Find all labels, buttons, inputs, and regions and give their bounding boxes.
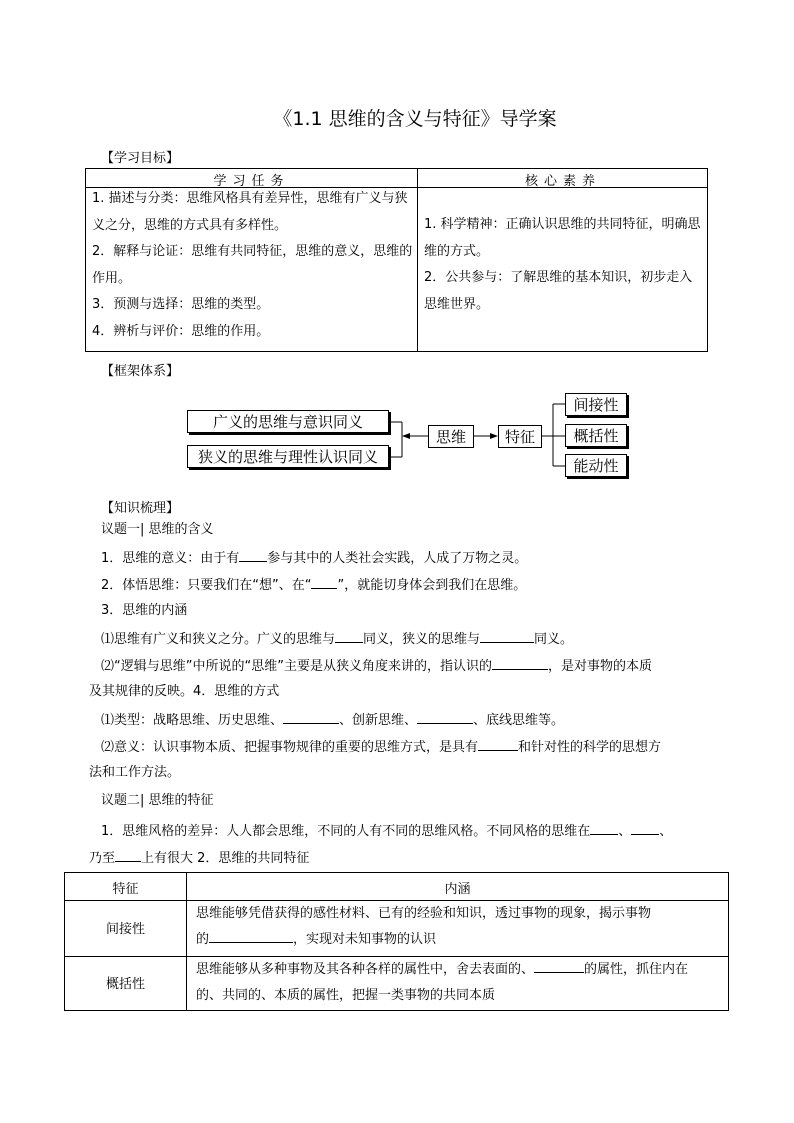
framework-feature-box: 特征 [498,425,542,448]
text: ⑵“逻辑与思维”中所说的“思维”主要是从狭义角度来讲的，指认识的 [101,659,492,674]
section-goals-heading: 【学习目标】 [101,151,180,166]
text: 、底线思维等。 [473,713,565,728]
topic1-line6: 及其规律的反映。4．思维的方式 [89,684,280,699]
text: 、 [618,824,632,839]
topic1-line5 [101,657,652,675]
framework-indirectness-box: 间接性 [565,393,627,416]
text: 乃至 [89,851,116,866]
section-knowledge-heading: 【知识梳理】 [101,501,180,516]
text: ⑵意义：认识事物本质、把握事物规律的重要的思维方式，是具有 [101,740,479,755]
framework-connectors [0,0,794,500]
fill-blank[interactable] [492,657,548,670]
goals-col1-header: 学习任务 [213,174,290,189]
framework-generality-box: 概括性 [565,424,627,447]
text: 1．思维的意义：由于有 [101,551,240,566]
feature-name: 间接性 [105,922,145,937]
text: 思维能够凭借获得的感性材料、已有的经验和知识，透过事物的现象，揭示事物 [196,906,652,921]
fill-blank[interactable] [335,630,363,643]
topic1-heading: 议题一| 思维的含义 [101,522,214,537]
fill-blank[interactable] [478,738,518,751]
text: 的 [196,932,210,947]
fill-blank[interactable] [417,711,473,724]
fill-blank[interactable] [631,822,659,835]
framework-broad-thinking-box: 广义的思维与意识同义 [187,410,389,433]
text: 同义，狭义的思维与 [363,632,481,647]
text: ⑴思维有广义和狭义之分。广义的思维与 [101,632,336,647]
text: 参与其中的人类社会实践，人成了万物之灵。 [267,551,528,566]
fill-blank[interactable] [115,849,141,862]
text: ”，就能切身体会到我们在思维。 [337,578,527,593]
framework-narrow-thinking-box: 狭义的思维与理性认识同义 [187,445,389,468]
topic1-line4 [101,630,573,648]
topic2-heading: 议题二| 思维的特征 [101,793,214,808]
topic2-line2 [89,849,309,867]
fill-blank[interactable] [239,549,267,562]
text: 2．体悟思维：只要我们在“想”、在“ [101,578,312,593]
topic1-line1 [101,549,527,567]
text: 1．思维风格的差异：人人都会思维，不同的人有不同的思维风格。不同风格的思维在 [101,824,591,839]
text: 的、共同的、本质的属性，把握一类事物的共同本质 [196,988,496,1003]
feature-table [64,872,729,1011]
text: 、创新思维、 [339,713,418,728]
learning-tasks: 1. 描述与分类：思维风格具有差异性，思维有广义与狭义之分，思维的方式具有多样性。 2．解释与论证：思维有共同特征，思维的意义，思维的作用。 3．预测与选择：思维的类型。 4．辨析与评价：思维的作用。 [92,191,413,339]
text: 同义。 [534,632,574,647]
text: 的属性，抓住内在 [584,962,689,977]
fill-blank[interactable] [283,711,339,724]
fill-blank[interactable] [480,630,534,643]
text: ⑴类型：战略思维、历史思维、 [101,713,284,728]
topic2-line1 [101,822,672,840]
text: 、 [659,824,673,839]
feature-col-header: 特征 [112,882,139,897]
page-title: 《1.1 思维的含义与特征》导学案 [273,108,557,130]
text: 上有很大 2．思维的共同特征 [141,851,310,866]
goals-col2-header: 核心素养 [524,174,601,189]
topic1-line2 [101,576,526,594]
topic1-line8 [101,738,661,756]
fill-blank[interactable] [209,930,293,943]
feature-meaning [196,901,726,953]
meaning-col-header: 内涵 [444,882,471,897]
section-framework-heading: 【框架体系】 [101,364,180,379]
topic1-line7 [101,711,564,729]
text: ，实现对未知事物的认识 [293,932,437,947]
fill-blank[interactable] [590,822,618,835]
topic1-line3: 3．思维的内涵 [101,603,188,618]
text: 思维能够从多种事物及其各种各样的属性中，舍去表面的、 [196,962,535,977]
core-competencies: 1. 科学精神：正确认识思维的共同特征，明确思维的方式。 2．公共参与：了解思维的基本知识，初步走入思维世界。 [424,217,701,312]
feature-meaning [196,957,726,1009]
framework-initiative-box: 能动性 [565,454,627,477]
text: 和针对性的科学的思想方 [518,740,662,755]
feature-name: 概括性 [105,977,145,992]
framework-thinking-box: 思维 [428,425,474,448]
topic1-line9: 法和工作方法。 [89,765,181,780]
fill-blank[interactable] [311,576,337,589]
text: ，是对事物的本质 [547,659,652,674]
fill-blank[interactable] [534,960,584,973]
